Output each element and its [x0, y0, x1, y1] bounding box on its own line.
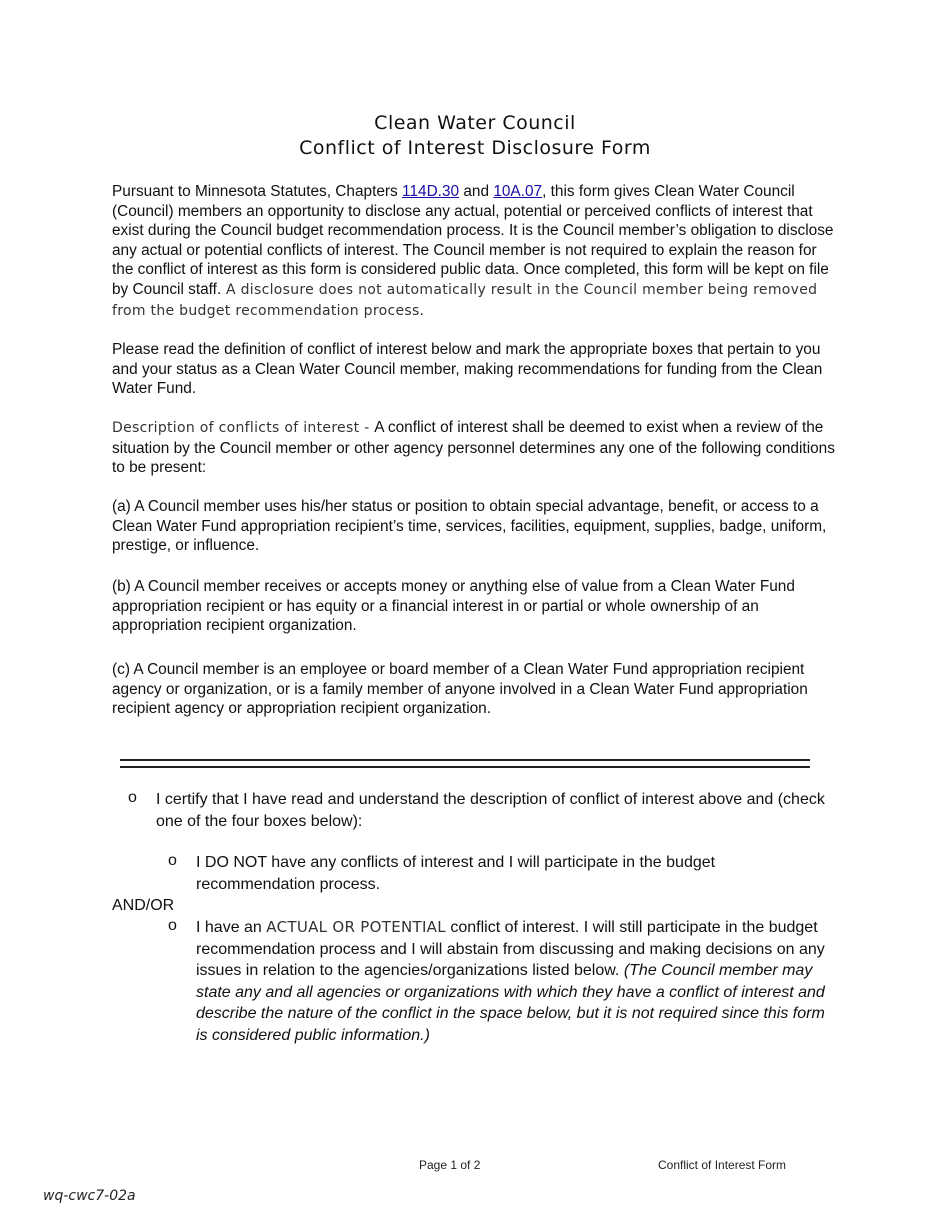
no-conflict-text: I DO NOT have any conflicts of interest and I will participate in the budget recommendation process.	[196, 854, 716, 893]
actual-prefix: I have an	[196, 919, 267, 936]
statute-link-10a07[interactable]: 10A.07	[493, 183, 543, 200]
form-title-line2: Conflict of Interest Disclosure Form	[299, 137, 651, 159]
form-code: wq-cwc7-02a	[43, 1188, 136, 1204]
actual-caps: ACTUAL OR POTENTIAL	[266, 918, 446, 936]
condition-c: (c) A Council member is an employee or board member of a Clean Water Fund appropriation recipient agency or organization, or is a family member of anyone involved in a Clean Water Fund appropriation recipient agency or appropriation recipient organization.	[112, 661, 808, 718]
and-or-label: AND/OR	[112, 897, 175, 914]
actual-body: conflict of interest. I will still participate in the budget recommendation process and I will abstain from discussing and making decisions on any issues in relation to the agencies/organizations listed below.	[196, 919, 825, 979]
statute-link-114d30[interactable]: 114D.30	[402, 183, 460, 200]
footer-form-name: Conflict of Interest Form	[658, 1158, 787, 1172]
intro-paragraph	[112, 182, 842, 321]
double-divider	[120, 759, 810, 768]
actual-italic-note: (The Council member may state any and all agencies or organizations with which they have a conflict of interest and describe the nature of the conflict in the space below, but it is not required since this form is considered public information.)	[196, 962, 825, 1044]
description-text: A conflict of interest shall be deemed to exist when a review of the situation by the Council member or other agency personnel determines any one of the following conditions to be present:	[112, 419, 835, 477]
certify-text: I certify that I have read and understand the description of conflict of interest above and (check one of the four boxes below):	[156, 791, 825, 830]
description-label: Description of conflicts of interest -	[112, 420, 375, 436]
page-number: Page 1 of 2	[419, 1158, 481, 1172]
intro-prefix: Pursuant to Minnesota Statutes, Chapters	[112, 183, 403, 200]
condition-a: (a) A Council member uses his/her status or position to obtain special advantage, benefit, or access to a Clean Water Fund appropriation recipient’s time, services, facilities, equipment, supplies, badge, uniform, prestige, or influence.	[112, 498, 827, 555]
actual-conflict-text	[196, 917, 836, 1046]
intro-and: and	[459, 183, 494, 200]
checkbox-certify[interactable]: o	[128, 789, 137, 806]
instructions-paragraph: Please read the definition of conflict of interest below and mark the appropriate boxes that pertain to you and your status as a Clean Water Council member, making recommendations for funding from the Clean Water Fund.	[112, 341, 823, 398]
condition-b: (b) A Council member receives or accepts money or anything else of value from a Clean Water Fund appropriation recipient or has equity or a financial interest in or partial or whole ownership of an appropriation recipient organization.	[112, 578, 795, 635]
checkbox-no-conflict[interactable]: o	[168, 852, 177, 869]
checkbox-actual-conflict[interactable]: o	[168, 917, 177, 934]
description-paragraph	[112, 418, 842, 478]
form-title-line1: Clean Water Council	[374, 112, 576, 134]
intro-tail: A disclosure does not automatically result in the Council member being removed from the budget recommendation process.	[112, 281, 818, 319]
intro-body: , this form gives Clean Water Council (Council) members an opportunity to disclose any actual, potential or perceived conflicts of interest that exist during the Council budget recommendation process. It is the Council member’s obligation to disclose any actual or potential conflicts of interest. The Council member is not required to explain the reason for the conflict of interest as this form is considered public data. Once completed, this form will be kept on file by Council staff.	[112, 183, 834, 298]
